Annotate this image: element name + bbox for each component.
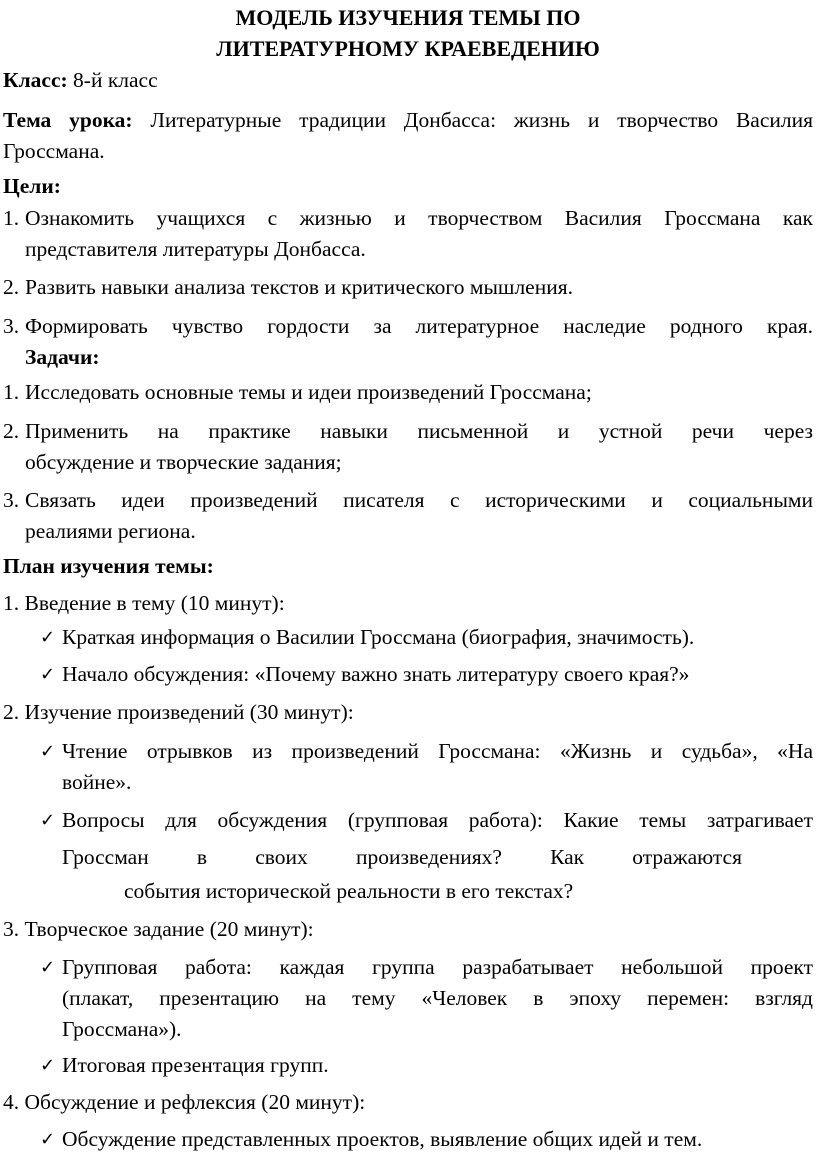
topic-row-continued [3,136,813,167]
checkmark-icon: ✓ [40,1129,56,1150]
plan-item-text: Групповая работа: каждая группа разрабатывает небольшой проект [62,955,813,979]
title-line-2: ЛИТЕРАТУРНОМУ КРАЕВЕДЕНИЮ [216,36,600,61]
plan-item-text: Начало обсуждения: «Почему важно знать литературу своего края?» [62,662,690,686]
task-text-line-1: Применить на практике навыки письменной и устной речи через [25,419,813,443]
checkmark-icon: ✓ [40,957,56,978]
task-text-line-2: реалиями региона. [25,519,196,543]
goal-text-line-1: Формировать чувство гордости за литературное наследие родного края. [25,314,813,338]
document-title [0,2,816,64]
goal-number: 1. [3,206,20,230]
class-row [3,65,813,96]
task-text-line-2: обсуждение и творческие задания; [25,450,342,474]
goals-heading: Цели: [3,174,61,198]
topic-value-line-1: Литературные традиции Донбасса: жизнь и творчество Василия [150,108,814,132]
title-line-1: МОДЕЛЬ ИЗУЧЕНИЯ ТЕМЫ ПО [235,5,581,30]
plan-item-text: Гроссмана»). [62,1017,182,1041]
checkmark-icon: ✓ [40,741,56,762]
class-value: 8-й класс [73,68,158,92]
task-number: 3. [3,488,20,512]
goal-number: 3. [3,314,20,338]
task-number: 2. [3,419,20,443]
checkmark-icon: ✓ [40,627,56,648]
task-text-line-1: Исследовать основные темы и идеи произведений Гроссмана; [25,380,592,404]
plan-item-text: Вопросы для обсуждения (групповая работа): Какие темы затрагивает [62,808,813,832]
goal-text-line-1: Развить навыки анализа текстов и критического мышления. [25,275,573,299]
checkmark-icon: ✓ [40,1055,56,1076]
plan-item-text: войне». [62,770,132,794]
plan-item-text: Краткая информация о Василии Гроссмана (биография, значимость). [62,625,695,649]
plan-section-heading: 4. Обсуждение и рефлексия (20 минут): [3,1090,366,1114]
plan-item-text: Гроссман в своих произведениях? Как отражаются [62,845,742,869]
goal-text-line-1: Ознакомить учащихся с жизнью и творчеством Василия Гроссмана как [25,206,813,230]
plan-heading: План изучения темы: [3,554,214,578]
class-label: Класс: [3,68,68,92]
plan-item-text: события исторической реальности в его текстах? [124,879,574,903]
plan-item-text: Чтение отрывков из произведений Гроссмана: «Жизнь и судьба», «На [62,739,813,763]
task-text-line-1: Связать идеи произведений писателя с историческими и социальными [25,488,813,512]
plan-item-text: Итоговая презентация групп. [62,1053,329,1077]
topic-label: Тема урока: [3,108,133,132]
plan-item-text: Обсуждение представленных проектов, выявление общих идей и тем. [62,1127,703,1151]
topic-value-line-2: Гроссмана. [3,139,105,163]
checkmark-icon: ✓ [40,664,56,685]
plan-section-heading: 1. Введение в тему (10 минут): [3,591,285,615]
goal-text-line-2: представителя литературы Донбасса. [25,237,366,261]
tasks-heading: Задачи: [25,345,100,369]
topic-row [3,105,813,136]
task-number: 1. [3,380,20,404]
goal-number: 2. [3,275,20,299]
plan-section-heading: 2. Изучение произведений (30 минут): [3,700,354,724]
plan-item-text: (плакат, презентацию на тему «Человек в эпоху перемен: взгляд [62,986,813,1010]
plan-section-heading: 3. Творческое задание (20 минут): [3,917,314,941]
checkmark-icon: ✓ [40,810,56,831]
